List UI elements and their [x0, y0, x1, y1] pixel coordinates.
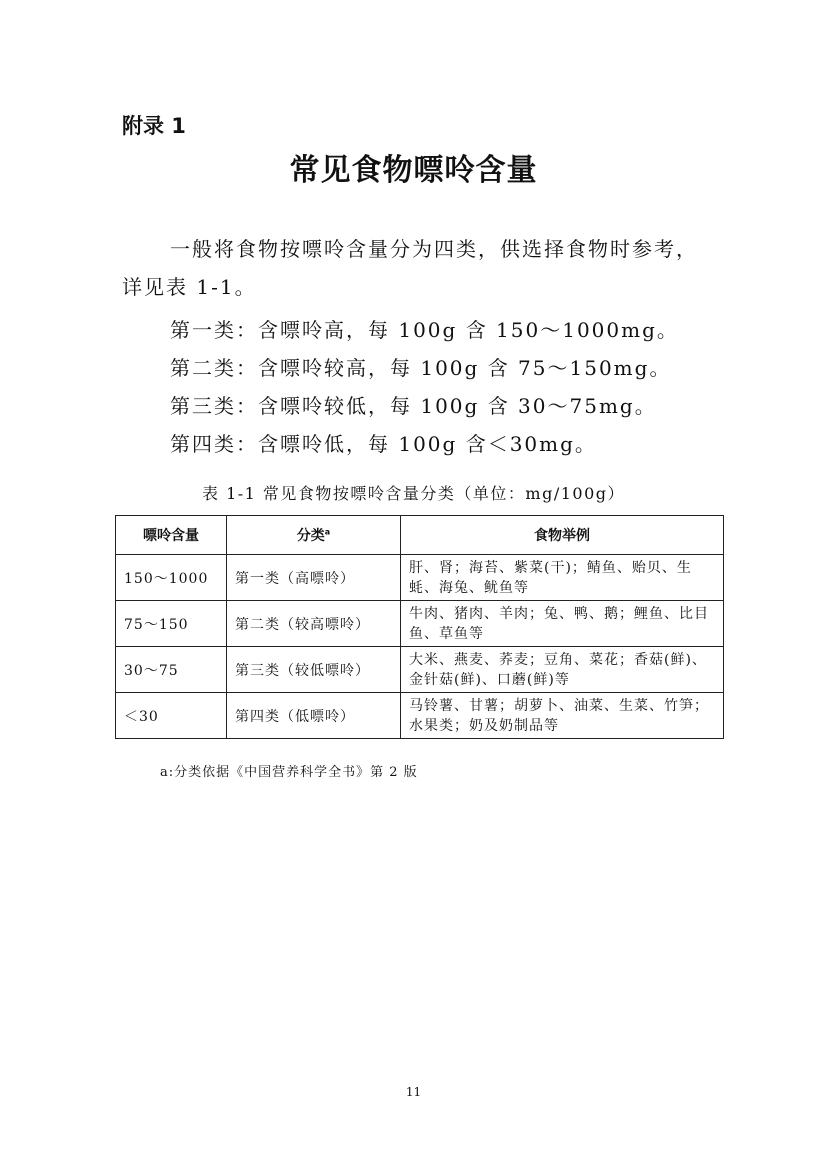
cell-class: 第二类（较高嘌呤）: [227, 601, 401, 647]
cell-content: 30～75: [116, 647, 227, 693]
table-header-row: [116, 516, 724, 555]
page-title: 常见食物嘌呤含量: [289, 153, 538, 188]
table-caption: 表 1-1 常见食物按嘌呤含量分类（单位：mg/100g）: [201, 484, 626, 503]
cell-content: 150～1000: [116, 555, 227, 601]
category-line-1: 第一类：含嘌呤高，每 100g 含 150～1000mg。: [170, 318, 679, 342]
cell-foods: 肝、肾；海苔、紫菜(干)；鲭鱼、贻贝、生蚝、海兔、鱿鱼等: [401, 555, 724, 601]
cell-class: 第三类（较低嘌呤）: [227, 647, 401, 693]
table-row: [116, 601, 724, 647]
footnote-mark: a: [324, 527, 331, 537]
cell-foods: 大米、燕麦、荞麦；豆角、菜花；香菇(鲜)、金针菇(鲜)、口蘑(鲜)等: [401, 647, 724, 693]
category-line-4: 第四类：含嘌呤低，每 100g 含＜30mg。: [170, 432, 597, 456]
category-line-3: 第三类：含嘌呤较低，每 100g 含 30～75mg。: [170, 394, 657, 418]
header-purine-content: 嘌呤含量: [116, 516, 227, 555]
table-row: [116, 555, 724, 601]
table-footnote: a:分类依据《中国营养科学全书》第 2 版: [160, 765, 418, 780]
appendix-label: 附录 1: [122, 114, 186, 138]
cell-class: 第四类（低嘌呤）: [227, 693, 401, 739]
cell-content: ＜30: [116, 693, 227, 739]
category-line-2: 第二类：含嘌呤较高，每 100g 含 75～150mg。: [170, 356, 672, 380]
cell-content: 75～150: [116, 601, 227, 647]
table-row: [116, 693, 724, 739]
cell-foods: 牛肉、猪肉、羊肉；兔、鸭、鹅；鲤鱼、比目鱼、草鱼等: [401, 601, 724, 647]
purine-table: [115, 515, 724, 739]
header-category: [227, 516, 401, 555]
header-food-examples: 食物举例: [401, 516, 724, 555]
intro-paragraph: 一般将食物按嘌呤含量分为四类，供选择食物时参考，详见表 1-1。: [122, 237, 698, 299]
page-number: 11: [405, 1085, 422, 1099]
cell-class: 第一类（高嘌呤）: [227, 555, 401, 601]
table-row: [116, 647, 724, 693]
cell-foods: 马铃薯、甘薯；胡萝卜、油菜、生菜、竹笋；水果类；奶及奶制品等: [401, 693, 724, 739]
header-category-label: 分类: [296, 528, 325, 544]
